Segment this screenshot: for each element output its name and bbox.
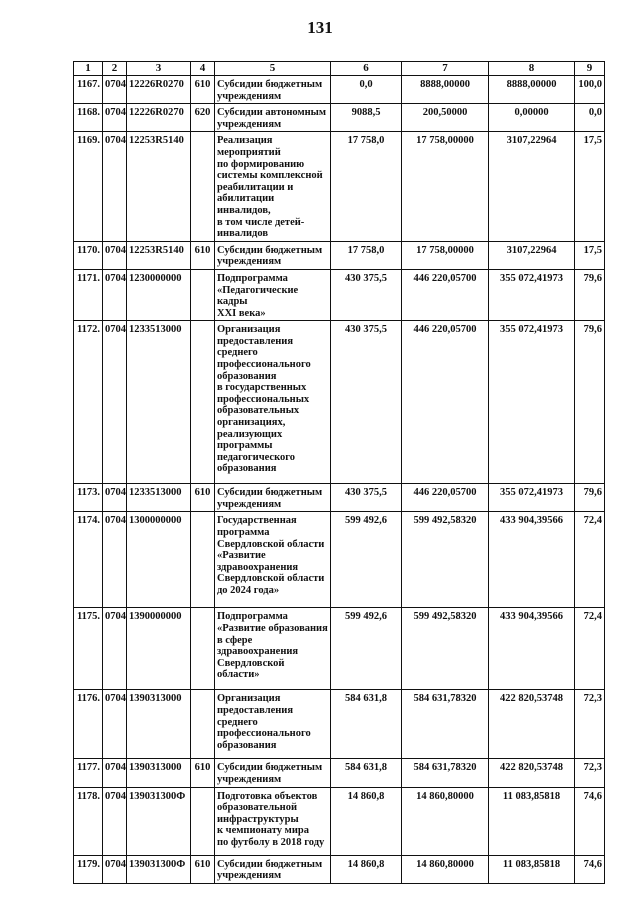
expense-type-cell: 610 [191,241,215,269]
item-name-cell: Подпрограмма «Педагогические кадры XXI века» [215,269,331,320]
amount-executed-cell: 11 083,85818 [489,855,575,883]
expense-type-cell [191,690,215,759]
header-cell-4: 4 [191,62,215,76]
header-cell-5: 5 [215,62,331,76]
percent-executed-cell: 17,5 [575,132,605,241]
section-code-cell: 0704 [103,132,127,241]
target-code-cell: 1300000000 [127,512,191,608]
target-code-cell: 1233513000 [127,484,191,512]
amount-approved-cell: 599 492,6 [331,512,402,608]
amount-approved-cell: 14 860,8 [331,855,402,883]
amount-executed-cell: 355 072,41973 [489,269,575,320]
percent-executed-cell: 72,4 [575,512,605,608]
table-row [74,608,605,690]
expense-type-cell [191,787,215,855]
section-code-cell: 0704 [103,855,127,883]
target-code-cell: 12226R0270 [127,104,191,132]
row-number-cell: 1178. [74,787,103,855]
amount-refined-cell: 446 220,05700 [402,321,489,484]
table-header [74,62,605,76]
amount-approved-cell: 584 631,8 [331,690,402,759]
percent-executed-cell: 79,6 [575,321,605,484]
row-number-cell: 1170. [74,241,103,269]
target-code-cell: 1390313000 [127,759,191,787]
target-code-cell: 12253R5140 [127,241,191,269]
table-row [74,321,605,484]
item-name-cell: Реализация мероприятий по формированию системы комплексной реабилитации и абилитации инвалидов, в том числе детей- инвалидов [215,132,331,241]
percent-executed-cell: 74,6 [575,855,605,883]
expense-type-cell: 610 [191,855,215,883]
row-number-cell: 1175. [74,608,103,690]
section-code-cell: 0704 [103,241,127,269]
target-code-cell: 1390313000 [127,690,191,759]
table-row [74,269,605,320]
header-row [74,62,605,76]
table-row [74,787,605,855]
percent-executed-cell: 79,6 [575,484,605,512]
row-number-cell: 1171. [74,269,103,320]
item-name-cell: Подпрограмма «Развитие образования в сфере здравоохранения Свердловской области» [215,608,331,690]
expense-type-cell [191,132,215,241]
target-code-cell: 139031300Ф [127,787,191,855]
amount-executed-cell: 3107,22964 [489,241,575,269]
row-number-cell: 1172. [74,321,103,484]
table-row [74,855,605,883]
item-name-cell: Субсидии бюджетным учреждениям [215,241,331,269]
amount-approved-cell: 9088,5 [331,104,402,132]
item-name-cell: Субсидии бюджетным учреждениям [215,855,331,883]
table-row [74,132,605,241]
amount-refined-cell: 14 860,80000 [402,787,489,855]
table-body [74,76,605,884]
table-row [74,484,605,512]
target-code-cell: 12253R5140 [127,132,191,241]
expense-type-cell [191,321,215,484]
section-code-cell: 0704 [103,104,127,132]
row-number-cell: 1169. [74,132,103,241]
amount-approved-cell: 17 758,0 [331,241,402,269]
row-number-cell: 1177. [74,759,103,787]
item-name-cell: Подготовка объектов образовательной инфраструктуры к чемпионату мира по футболу в 2018 году [215,787,331,855]
row-number-cell: 1176. [74,690,103,759]
percent-executed-cell: 79,6 [575,269,605,320]
amount-executed-cell: 355 072,41973 [489,321,575,484]
amount-refined-cell: 446 220,05700 [402,484,489,512]
header-cell-9: 9 [575,62,605,76]
percent-executed-cell: 100,0 [575,76,605,104]
table-row [74,241,605,269]
item-name-cell: Субсидии бюджетным учреждениям [215,76,331,104]
amount-refined-cell: 599 492,58320 [402,608,489,690]
amount-approved-cell: 430 375,5 [331,484,402,512]
percent-executed-cell: 72,3 [575,690,605,759]
amount-executed-cell: 11 083,85818 [489,787,575,855]
target-code-cell: 12226R0270 [127,76,191,104]
row-number-cell: 1179. [74,855,103,883]
section-code-cell: 0704 [103,512,127,608]
amount-approved-cell: 584 631,8 [331,759,402,787]
expense-type-cell: 610 [191,484,215,512]
section-code-cell: 0704 [103,76,127,104]
section-code-cell: 0704 [103,690,127,759]
amount-refined-cell: 14 860,80000 [402,855,489,883]
target-code-cell: 1233513000 [127,321,191,484]
page-number: 131 [307,18,333,37]
header-cell-8: 8 [489,62,575,76]
amount-refined-cell: 584 631,78320 [402,690,489,759]
section-code-cell: 0704 [103,759,127,787]
target-code-cell: 1230000000 [127,269,191,320]
amount-executed-cell: 422 820,53748 [489,690,575,759]
percent-executed-cell: 74,6 [575,787,605,855]
amount-executed-cell: 433 904,39566 [489,512,575,608]
item-name-cell: Субсидии автономным учреждениям [215,104,331,132]
amount-approved-cell: 599 492,6 [331,608,402,690]
amount-executed-cell: 433 904,39566 [489,608,575,690]
percent-executed-cell: 72,3 [575,759,605,787]
percent-executed-cell: 17,5 [575,241,605,269]
amount-approved-cell: 14 860,8 [331,787,402,855]
item-name-cell: Субсидии бюджетным учреждениям [215,484,331,512]
amount-executed-cell: 422 820,53748 [489,759,575,787]
target-code-cell: 1390000000 [127,608,191,690]
amount-approved-cell: 430 375,5 [331,321,402,484]
header-cell-2: 2 [103,62,127,76]
table-row [74,104,605,132]
row-number-cell: 1174. [74,512,103,608]
section-code-cell: 0704 [103,608,127,690]
table-row [74,690,605,759]
amount-refined-cell: 599 492,58320 [402,512,489,608]
amount-executed-cell: 355 072,41973 [489,484,575,512]
amount-approved-cell: 0,0 [331,76,402,104]
amount-executed-cell: 0,00000 [489,104,575,132]
expense-type-cell [191,269,215,320]
row-number-cell: 1173. [74,484,103,512]
item-name-cell: Организация предоставления среднего профессионального образования [215,690,331,759]
amount-approved-cell: 430 375,5 [331,269,402,320]
amount-refined-cell: 446 220,05700 [402,269,489,320]
percent-executed-cell: 72,4 [575,608,605,690]
row-number-cell: 1168. [74,104,103,132]
expense-type-cell [191,512,215,608]
percent-executed-cell: 0,0 [575,104,605,132]
section-code-cell: 0704 [103,321,127,484]
amount-executed-cell: 3107,22964 [489,132,575,241]
header-cell-6: 6 [331,62,402,76]
header-cell-3: 3 [127,62,191,76]
table-row [74,76,605,104]
amount-refined-cell: 584 631,78320 [402,759,489,787]
amount-refined-cell: 8888,00000 [402,76,489,104]
expense-type-cell: 610 [191,76,215,104]
section-code-cell: 0704 [103,484,127,512]
amount-executed-cell: 8888,00000 [489,76,575,104]
table-row [74,759,605,787]
budget-table [73,61,605,884]
section-code-cell: 0704 [103,269,127,320]
item-name-cell: Государственная программа Свердловской области «Развитие здравоохранения Свердловской области до 2024 года» [215,512,331,608]
expense-type-cell: 620 [191,104,215,132]
target-code-cell: 139031300Ф [127,855,191,883]
amount-refined-cell: 17 758,00000 [402,241,489,269]
amount-refined-cell: 17 758,00000 [402,132,489,241]
header-cell-7: 7 [402,62,489,76]
table-row [74,512,605,608]
header-cell-1: 1 [74,62,103,76]
expense-type-cell [191,608,215,690]
item-name-cell: Организация предоставления среднего профессионального образования в государственных профессиональных образовательных организациях, реализующих программы педагогического образования [215,321,331,484]
amount-refined-cell: 200,50000 [402,104,489,132]
item-name-cell: Субсидии бюджетным учреждениям [215,759,331,787]
section-code-cell: 0704 [103,787,127,855]
amount-approved-cell: 17 758,0 [331,132,402,241]
expense-type-cell: 610 [191,759,215,787]
row-number-cell: 1167. [74,76,103,104]
